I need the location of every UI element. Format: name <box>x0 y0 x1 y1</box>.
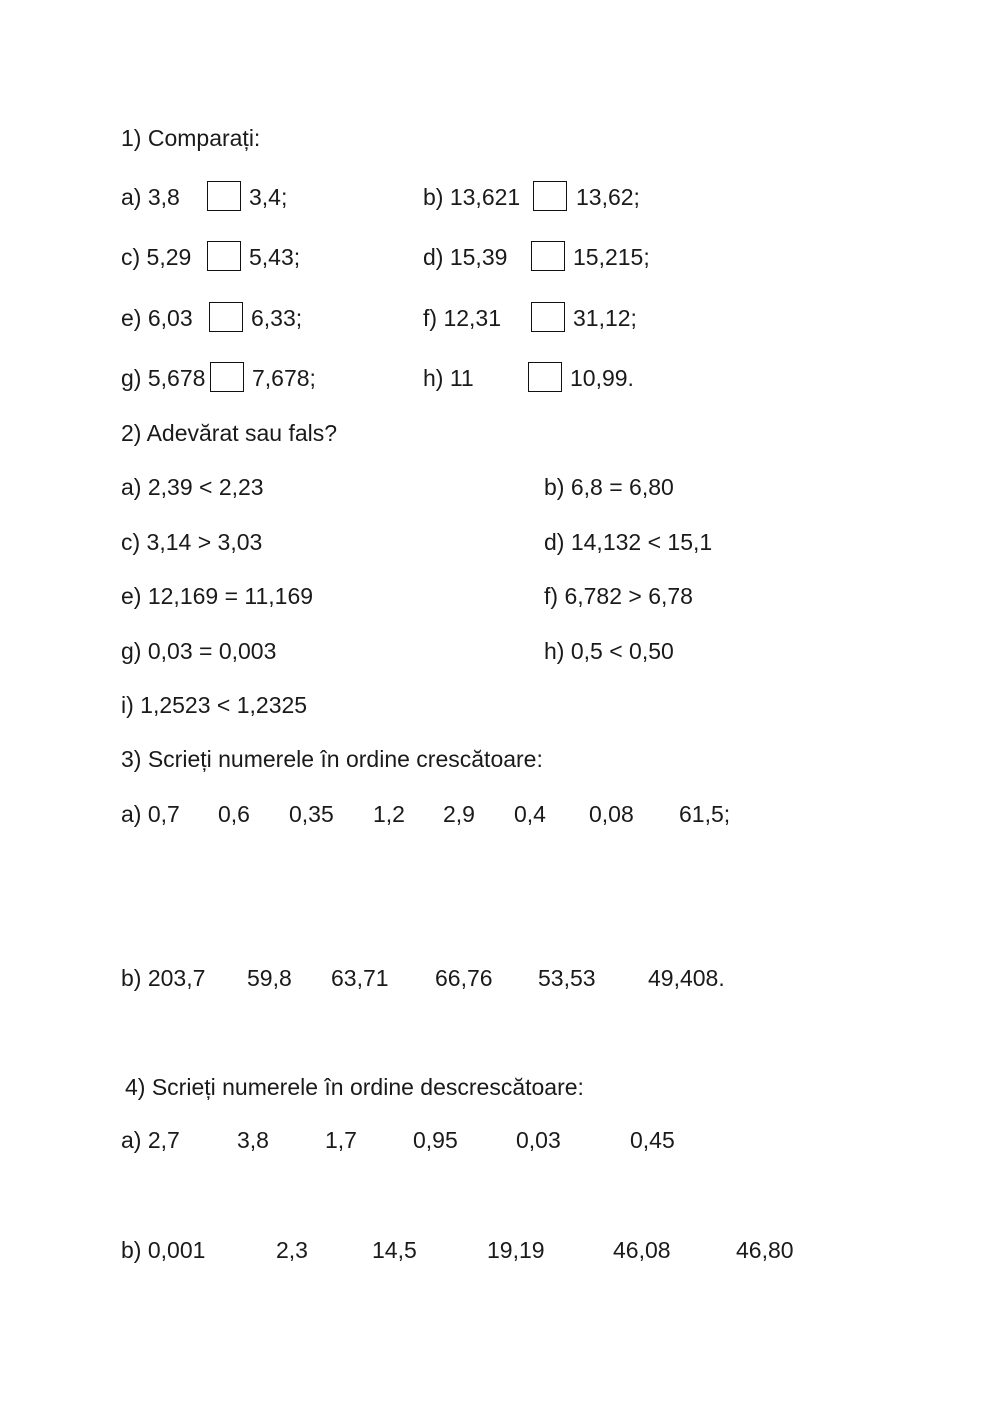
ex1-d-answer-box[interactable] <box>531 241 565 271</box>
ex1-d-label: d) 15,39 <box>423 244 508 270</box>
ex2-item-c: c) 3,14 > 3,03 <box>121 529 263 555</box>
ex3-b-number: 63,71 <box>331 965 389 991</box>
ex4-a-number: 0,95 <box>413 1127 458 1153</box>
ex1-f-answer-box[interactable] <box>531 302 565 332</box>
ex2-item-e: e) 12,169 = 11,169 <box>121 583 314 609</box>
ex1-a-answer-box[interactable] <box>207 181 241 211</box>
ex1-e-label: e) 6,03 <box>121 305 193 331</box>
ex1-b-label: b) 13,621 <box>423 184 521 210</box>
exercise-4-title: 4) Scrieți numerele în ordine descrescătoare: <box>125 1074 584 1100</box>
ex2-item-a: a) 2,39 < 2,23 <box>121 474 264 500</box>
ex1-c-label: c) 5,29 <box>121 244 192 270</box>
ex1-c-answer-box[interactable] <box>207 241 241 271</box>
ex4-b-number: 19,19 <box>487 1237 545 1263</box>
ex3-b-number: 53,53 <box>538 965 596 991</box>
ex4-a-number: 1,7 <box>325 1127 357 1153</box>
ex3-a-number: 2,9 <box>443 801 475 827</box>
ex1-d-right: 15,215; <box>573 244 650 270</box>
ex4-a-number: a) 2,7 <box>121 1127 180 1153</box>
ex2-item-h: h) 0,5 < 0,50 <box>544 638 674 664</box>
ex4-b-number: 2,3 <box>276 1237 308 1263</box>
ex4-a-number: 3,8 <box>237 1127 269 1153</box>
ex2-item-d: d) 14,132 < 15,1 <box>544 529 713 555</box>
ex1-g-right: 7,678; <box>252 365 316 391</box>
ex3-a-number: 1,2 <box>373 801 405 827</box>
ex3-a-number: 0,6 <box>218 801 250 827</box>
ex1-f-right: 31,12; <box>573 305 637 331</box>
ex1-b-answer-box[interactable] <box>533 181 567 211</box>
ex3-a-number: 61,5; <box>679 801 731 827</box>
ex3-b-number: 59,8 <box>247 965 292 991</box>
ex3-a-number: 0,4 <box>514 801 546 827</box>
ex4-b-number: b) 0,001 <box>121 1237 206 1263</box>
ex2-item-f: f) 6,782 > 6,78 <box>544 583 693 609</box>
exercise-1-title: 1) Comparați: <box>121 125 261 151</box>
ex1-h-answer-box[interactable] <box>528 362 562 392</box>
ex1-a-label: a) 3,8 <box>121 184 180 210</box>
ex4-a-number: 0,03 <box>516 1127 561 1153</box>
exercise-2-title: 2) Adevărat sau fals? <box>121 420 338 446</box>
ex1-g-answer-box[interactable] <box>210 362 244 392</box>
ex4-b-number: 14,5 <box>372 1237 417 1263</box>
ex1-b-right: 13,62; <box>576 184 640 210</box>
ex3-b-number: b) 203,7 <box>121 965 206 991</box>
ex4-b-number: 46,08 <box>613 1237 671 1263</box>
ex3-b-number: 66,76 <box>435 965 493 991</box>
ex3-a-number: 0,35 <box>289 801 334 827</box>
ex1-e-right: 6,33; <box>251 305 303 331</box>
ex2-item-g: g) 0,03 = 0,003 <box>121 638 277 664</box>
ex1-c-right: 5,43; <box>249 244 301 270</box>
ex1-h-label: h) 11 <box>423 365 474 391</box>
ex4-a-number: 0,45 <box>630 1127 675 1153</box>
ex2-item-i: i) 1,2523 < 1,2325 <box>121 692 308 718</box>
ex3-a-number: 0,08 <box>589 801 634 827</box>
ex3-a-number: a) 0,7 <box>121 801 180 827</box>
ex1-f-label: f) 12,31 <box>423 305 501 331</box>
ex3-b-number: 49,408. <box>648 965 725 991</box>
ex1-e-answer-box[interactable] <box>209 302 243 332</box>
ex1-a-right: 3,4; <box>249 184 288 210</box>
exercise-3-title: 3) Scrieți numerele în ordine crescătoare: <box>121 746 543 772</box>
ex2-item-b: b) 6,8 = 6,80 <box>544 474 674 500</box>
ex1-h-right: 10,99. <box>570 365 634 391</box>
ex4-b-number: 46,80 <box>736 1237 794 1263</box>
ex1-g-label: g) 5,678 <box>121 365 206 391</box>
